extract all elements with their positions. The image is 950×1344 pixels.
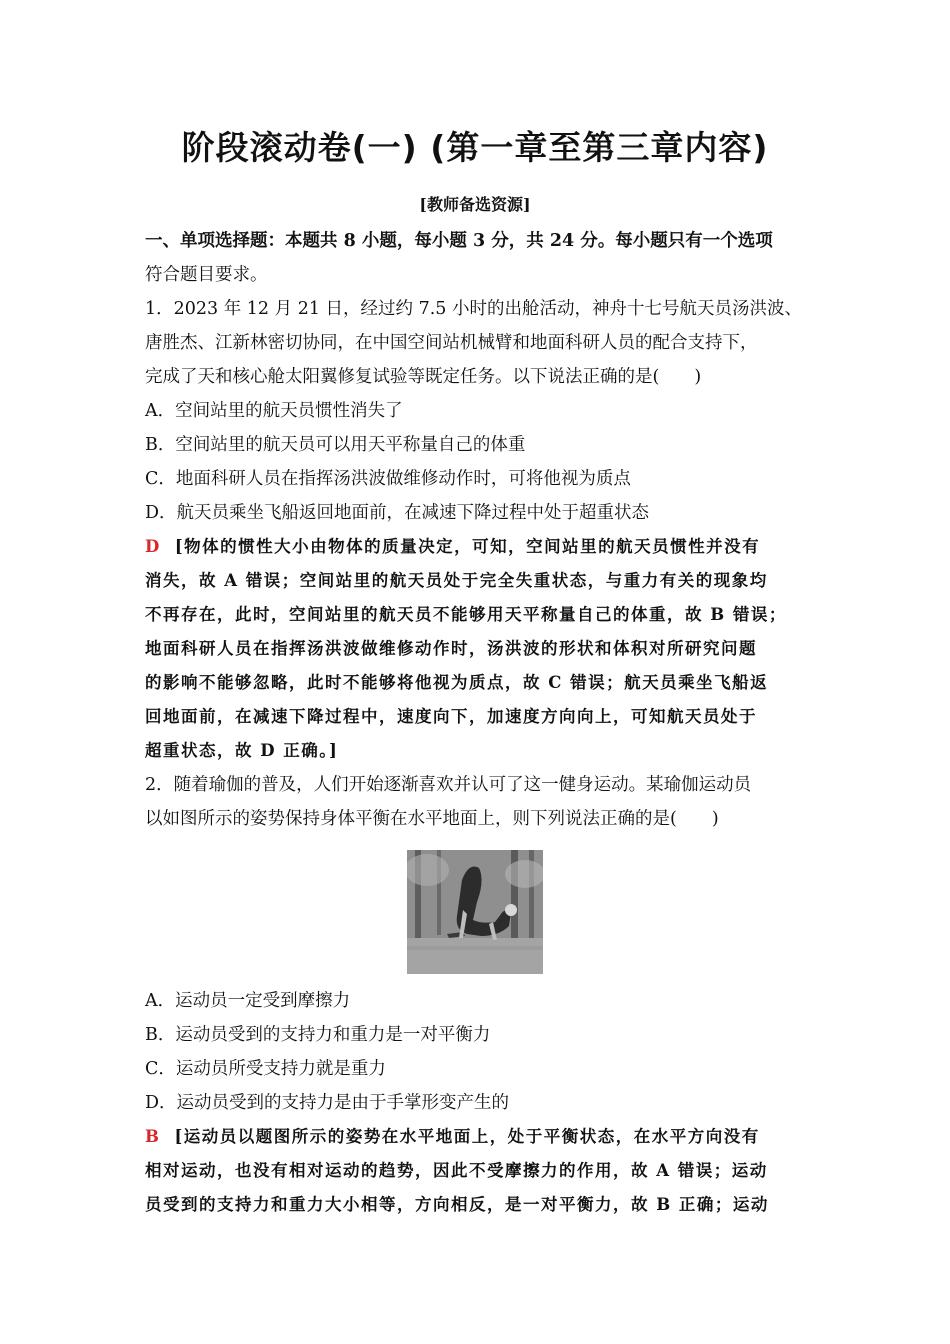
yoga-pose-image xyxy=(407,850,543,974)
explanation-line: B [运动员以题图所示的姿势在水平地面上，处于平衡状态，在水平方向没有 xyxy=(145,1127,760,1146)
explanation-line: 的影响不能够忽略，此时不能够将他视为质点，故 C 错误；航天员乘坐飞船返 xyxy=(145,673,769,692)
explanation-line: 回地面前，在减速下降过程中，速度向下，加速度方向向上，可知航天员处于 xyxy=(145,707,757,726)
option-c: C．运动员所受支持力就是重力 xyxy=(145,1059,386,1079)
explanation-line: 消失，故 A 错误；空间站里的航天员处于完全失重状态，与重力有关的现象均 xyxy=(145,571,768,590)
explanation-line: 员受到的支持力和重力大小相等，方向相反，是一对平衡力，故 B 正确；运动 xyxy=(145,1195,769,1214)
section-header-line: 一、单项选择题：本题共 8 小题，每小题 3 分，共 24 分。每小题只有一个选项 xyxy=(145,231,773,251)
page-subtitle: [教师备选资源] xyxy=(419,195,531,214)
section-header-line: 符合题目要求。 xyxy=(145,265,268,285)
explanation-line: 地面科研人员在指挥汤洪波做维修动作时，汤洪波的形状和体积对所研究问题 xyxy=(145,639,757,658)
option-c: C．地面科研人员在指挥汤洪波做维修动作时，可将他视为质点 xyxy=(145,469,631,489)
option-a: A．运动员一定受到摩擦力 xyxy=(145,991,351,1011)
option-a: A．空间站里的航天员惯性消失了 xyxy=(145,401,403,421)
option-b: B．运动员受到的支持力和重力是一对平衡力 xyxy=(145,1025,491,1045)
question-stem-line: 2．随着瑜伽的普及，人们开始逐渐喜欢并认可了这一健身运动。某瑜伽运动员 xyxy=(145,775,752,795)
figure-container xyxy=(145,836,815,984)
explanation-line: 超重状态，故 D 正确。] xyxy=(145,741,339,760)
question-stem-line: 以如图所示的姿势保持身体平衡在水平地面上，则下列说法正确的是( ) xyxy=(145,809,719,829)
explanation-line: 相对运动，也没有相对运动的趋势，因此不受摩擦力的作用，故 A 错误；运动 xyxy=(145,1161,768,1180)
option-b: B．空间站里的航天员可以用天平称量自己的体重 xyxy=(145,435,526,455)
question-stem-line: 唐胜杰、江新林密切协同，在中国空间站机械臂和地面科研人员的配合支持下， xyxy=(145,333,758,353)
option-d: D．航天员乘坐飞船返回地面前，在减速下降过程中处于超重状态 xyxy=(145,503,650,523)
explanation-line: D [物体的惯性大小由物体的质量决定，可知，空间站里的航天员惯性并没有 xyxy=(145,537,761,556)
question-2 xyxy=(145,768,815,1222)
question-stem-line: 1．2023 年 12 月 21 日，经过约 7.5 小时的出舱活动，神舟十七号航天员汤洪波、 xyxy=(145,299,802,319)
question-1 xyxy=(145,292,815,768)
explanation-line: 不再存在，此时，空间站里的航天员不能够用天平称量自己的体重，故 B 错误； xyxy=(145,605,787,624)
answer-key: D xyxy=(145,537,161,556)
answer-key: B xyxy=(145,1127,161,1146)
document-body xyxy=(145,224,815,1222)
question-stem-line: 完成了天和核心舱太阳翼修复试验等既定任务。以下说法正确的是( ) xyxy=(145,367,702,387)
option-d: D．运动员受到的支持力是由于手掌形变产生的 xyxy=(145,1093,510,1113)
page-title: 阶段滚动卷(一) (第一章至第三章内容) xyxy=(181,128,769,167)
yoga-photo xyxy=(407,850,543,974)
